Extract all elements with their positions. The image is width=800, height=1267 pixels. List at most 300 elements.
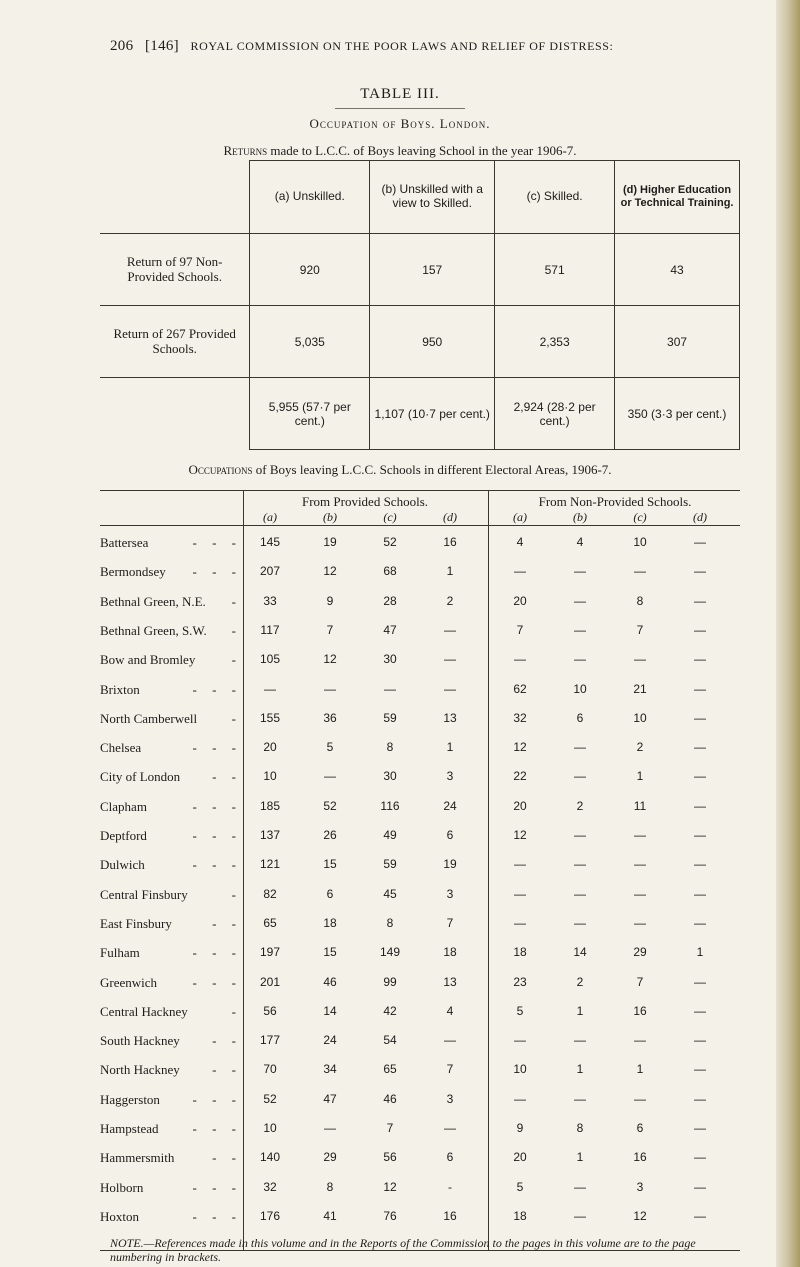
cell: 68 <box>383 564 397 579</box>
cell: — <box>694 1003 706 1018</box>
leader-dots: - - - <box>192 681 242 697</box>
cell: 571 <box>495 234 615 306</box>
cell: — <box>694 681 706 696</box>
cell: 10 <box>633 535 647 549</box>
cell: 7 <box>516 622 524 637</box>
area-label <box>100 682 250 698</box>
column-header: (c) Skilled. <box>495 161 615 234</box>
cell: 12 <box>323 652 337 667</box>
cell: 5,955 (57·7 per cent.) <box>250 378 370 450</box>
cell: — <box>694 652 706 667</box>
cell: — <box>634 564 646 579</box>
cell: 41 <box>323 1208 337 1223</box>
area-name: Fulham <box>100 945 140 961</box>
leader-dots: - <box>231 622 242 638</box>
cell: 2 <box>576 974 584 989</box>
cell: — <box>444 1121 456 1135</box>
cell: 43 <box>615 234 740 306</box>
cell: 59 <box>383 710 397 725</box>
area-label <box>100 740 250 756</box>
cell: 20 <box>513 798 527 813</box>
area-label <box>100 594 250 610</box>
sub-header: (a) <box>513 510 527 524</box>
area-name: North Camberwell <box>100 710 198 726</box>
cell: 16 <box>443 1208 457 1223</box>
cell: 176 <box>259 1208 281 1223</box>
leader-dots: - - - <box>192 828 242 843</box>
cell: — <box>634 915 646 930</box>
cell: 18 <box>513 945 527 960</box>
cell: — <box>694 740 706 755</box>
cell: 56 <box>263 1003 277 1018</box>
area-label <box>100 1004 250 1020</box>
sub-header: (a) <box>263 510 277 524</box>
cell: — <box>694 1062 706 1077</box>
cell: 10 <box>573 681 587 696</box>
cell: 29 <box>633 945 647 960</box>
occupations-table <box>100 490 740 1224</box>
area-label <box>100 1062 250 1078</box>
cell: 3 <box>446 886 454 901</box>
cell: 32 <box>513 710 527 725</box>
area-label <box>100 711 250 727</box>
table-subtitle: Occupation of Boys. London. <box>309 116 491 131</box>
cell: — <box>324 1121 336 1135</box>
area-name: Brixton <box>100 681 140 697</box>
leader-dots: - - - <box>192 535 242 550</box>
cell: — <box>694 886 706 901</box>
cell: 10 <box>263 769 277 784</box>
footnote: NOTE.—References made in this volume and in the Reports of the Commission to the pages in this volume are to the page numbering in brackets. <box>110 1236 696 1265</box>
cell: 20 <box>263 740 277 755</box>
cell: — <box>574 1208 586 1223</box>
group-header-non-provided: From Non-Provided Schools. <box>538 494 692 509</box>
area-label <box>100 945 250 961</box>
sub-header: (c) <box>633 510 647 524</box>
cell: — <box>694 857 706 872</box>
cell: 5,035 <box>250 306 370 378</box>
returns-table <box>100 160 740 450</box>
cell: 207 <box>259 564 281 579</box>
cell: — <box>574 622 586 637</box>
cell: 6 <box>576 710 584 725</box>
table-row <box>100 828 740 852</box>
table-row <box>100 234 740 306</box>
cell: 20 <box>513 1150 527 1165</box>
cell: — <box>574 1033 586 1048</box>
running-title: ROYAL COMMISSION ON THE POOR LAWS AND RELIEF OF DISTRESS: <box>190 39 614 53</box>
cell: 22 <box>513 769 527 784</box>
cell: — <box>444 652 456 667</box>
area-name: Clapham <box>100 798 147 814</box>
cell: 3 <box>636 1179 644 1194</box>
table-row <box>100 564 740 588</box>
cell: 24 <box>323 1033 337 1048</box>
area-label <box>100 1092 250 1108</box>
table-caption <box>0 143 800 159</box>
leader-dots: - <box>231 652 242 668</box>
cell: 1 <box>576 1003 584 1018</box>
area-name: Chelsea <box>100 740 142 756</box>
cell: 4 <box>516 535 524 549</box>
cell: — <box>574 1179 586 1194</box>
table-row <box>100 623 740 647</box>
cell: — <box>694 974 706 989</box>
cell: 201 <box>259 974 281 989</box>
cell: 105 <box>259 652 281 667</box>
cell: 9 <box>516 1121 524 1135</box>
cell: 3 <box>446 769 454 784</box>
cell: 82 <box>263 886 277 901</box>
leader-dots: - <box>231 593 242 609</box>
leader-dots: - - - <box>192 1121 242 1136</box>
cell: 33 <box>263 593 277 608</box>
leader-dots: - - <box>212 1150 242 1166</box>
table-row <box>100 1121 740 1145</box>
cell: — <box>514 564 526 579</box>
cell: 920 <box>250 234 370 306</box>
title-rule <box>335 108 465 109</box>
cell: 46 <box>323 974 337 989</box>
cell: 52 <box>263 1091 277 1106</box>
cell: 2,924 (28·2 per cent.) <box>495 378 615 450</box>
leader-dots: - <box>231 1003 242 1019</box>
table-row <box>100 975 740 999</box>
cell: 7 <box>636 974 644 989</box>
cell: 8 <box>576 1121 584 1135</box>
cell: — <box>634 1091 646 1106</box>
cell: 4 <box>446 1003 454 1018</box>
cell: 121 <box>259 857 281 872</box>
cell: 117 <box>260 622 280 637</box>
leader-dots: - - - <box>192 857 242 873</box>
table-row <box>100 916 740 940</box>
area-label <box>100 1150 250 1166</box>
leader-dots: - <box>231 710 242 726</box>
cell: 5 <box>516 1003 524 1018</box>
cell: — <box>574 857 586 872</box>
bracket-page-ref: [146] <box>144 38 179 54</box>
area-name: Holborn <box>100 1179 144 1195</box>
cell: 15 <box>323 945 337 960</box>
cell: 11 <box>633 798 647 813</box>
cell: — <box>324 681 336 696</box>
cell: 1,107 (10·7 per cent.) <box>370 378 495 450</box>
cell: — <box>574 886 586 901</box>
caption-lead: Occupations <box>188 462 253 477</box>
cell: 34 <box>323 1062 337 1077</box>
cell: — <box>634 886 646 901</box>
cell: 7 <box>386 1121 394 1135</box>
cell: 47 <box>323 1091 337 1106</box>
cell: 10 <box>263 1121 277 1135</box>
leader-dots: - - <box>212 769 242 785</box>
cell: 62 <box>513 681 527 696</box>
cell: 19 <box>323 535 337 549</box>
cell: — <box>634 652 646 667</box>
cell: 16 <box>633 1003 647 1018</box>
cell: 65 <box>383 1062 397 1077</box>
cell: — <box>444 622 456 637</box>
table-row <box>100 306 740 378</box>
cell: — <box>694 1179 706 1194</box>
cell: 12 <box>633 1208 647 1223</box>
sub-header: (d) <box>443 510 457 524</box>
area-label <box>100 1180 250 1196</box>
cell: — <box>574 564 586 579</box>
cell: — <box>634 1033 646 1048</box>
caption-rest: made to L.C.C. of Boys leaving School in the year 1906-7. <box>267 143 577 158</box>
cell: — <box>634 857 646 872</box>
cell: — <box>574 740 586 755</box>
area-label <box>100 1121 250 1137</box>
cell: 1 <box>696 945 704 960</box>
table-title: TABLE III. <box>360 86 440 102</box>
area-label <box>100 828 250 844</box>
area-label <box>100 857 250 873</box>
area-name: Hoxton <box>100 1208 139 1224</box>
area-label <box>100 769 250 785</box>
running-header <box>110 38 613 55</box>
cell: 10 <box>513 1062 527 1077</box>
cell: 2,353 <box>495 306 615 378</box>
area-label <box>100 975 250 991</box>
area-name: Central Hackney <box>100 1003 188 1019</box>
cell: 32 <box>263 1179 277 1194</box>
cell: 23 <box>513 974 527 989</box>
cell: 1 <box>636 769 644 784</box>
page-number: 206 <box>110 38 134 54</box>
cell: 52 <box>383 535 397 549</box>
cell: 21 <box>633 681 647 696</box>
cell: — <box>514 857 526 872</box>
leader-dots: - - - <box>192 740 242 756</box>
cell: — <box>514 886 526 901</box>
leader-dots: - - <box>212 1033 242 1049</box>
cell: 8 <box>636 593 644 608</box>
cell: 177 <box>259 1033 281 1048</box>
cell: — <box>514 652 526 667</box>
cell: — <box>694 798 706 813</box>
column-header: (b) Unskilled with a view to Skilled. <box>370 161 495 234</box>
cell: 99 <box>383 974 397 989</box>
cell: 9 <box>326 593 334 608</box>
cell: — <box>444 1033 456 1048</box>
table-top-rule <box>100 490 740 491</box>
cell: — <box>324 769 336 784</box>
cell: 6 <box>636 1121 644 1135</box>
leader-dots: - - <box>212 1062 242 1078</box>
table-row <box>100 769 740 793</box>
cell: 3 <box>446 1091 454 1106</box>
cell: — <box>694 1091 706 1106</box>
area-name: Central Finsbury <box>100 886 188 902</box>
cell: 76 <box>383 1208 397 1223</box>
table-row <box>100 1004 740 1028</box>
table-row <box>100 535 740 559</box>
group-header-provided: From Provided Schools. <box>301 494 429 509</box>
cell: 307 <box>615 306 740 378</box>
cell: — <box>514 1091 526 1106</box>
cell: 2 <box>446 593 454 608</box>
cell: — <box>694 1033 706 1048</box>
cell: 12 <box>323 564 337 579</box>
cell: 10 <box>633 710 647 725</box>
sub-header: (b) <box>323 510 337 524</box>
table-row <box>100 857 740 881</box>
cell: 30 <box>383 769 397 784</box>
cell: 350 (3·3 per cent.) <box>615 378 740 450</box>
area-name: Bermondsey <box>100 564 166 580</box>
cell: — <box>694 710 706 725</box>
cell: 42 <box>383 1003 397 1018</box>
table-row <box>100 1180 740 1204</box>
cell: 6 <box>446 1150 454 1165</box>
cell: 6 <box>446 828 454 842</box>
cell: 19 <box>443 857 457 872</box>
totals-row <box>100 378 740 450</box>
area-name: Bethnal Green, S.W. <box>100 622 207 638</box>
cell: 47 <box>383 622 397 637</box>
leader-dots: - - - <box>192 945 242 961</box>
area-label <box>100 799 250 815</box>
cell: 137 <box>259 828 281 842</box>
cell: 24 <box>443 798 457 813</box>
corner-cell <box>100 161 250 234</box>
table-row <box>100 594 740 618</box>
leader-dots: - <box>231 886 242 902</box>
table-row <box>100 1062 740 1086</box>
cell: 36 <box>323 710 337 725</box>
area-name: Bow and Bromley <box>100 652 196 668</box>
cell: 7 <box>326 622 334 637</box>
cell: 2 <box>576 798 584 813</box>
cell: — <box>694 1150 706 1165</box>
cell: — <box>694 915 706 930</box>
cell: 54 <box>383 1033 397 1048</box>
leader-dots: - - <box>212 915 242 931</box>
cell: 8 <box>386 915 394 930</box>
area-name: Hammersmith <box>100 1150 175 1166</box>
cell: — <box>574 769 586 784</box>
table-row <box>100 1209 740 1233</box>
cell: 16 <box>443 535 457 549</box>
sub-header: (b) <box>573 510 587 524</box>
cell: 6 <box>326 886 334 901</box>
area-label <box>100 652 250 668</box>
area-label <box>100 564 250 580</box>
cell: — <box>384 681 396 696</box>
table-row <box>100 711 740 735</box>
cell: 28 <box>383 593 397 608</box>
cell: 52 <box>323 798 337 813</box>
table-row <box>100 1092 740 1116</box>
cell: 8 <box>386 740 394 755</box>
area-name: Greenwich <box>100 974 158 990</box>
cell: 18 <box>513 1208 527 1223</box>
cell: 155 <box>259 710 281 725</box>
area-label <box>100 623 250 639</box>
cell: 16 <box>633 1150 647 1165</box>
area-name: Hampstead <box>100 1121 159 1136</box>
cell: 29 <box>323 1150 337 1165</box>
cell: 5 <box>326 740 334 755</box>
cell: 116 <box>380 798 400 813</box>
cell: — <box>694 1208 706 1223</box>
area-name: North Hackney <box>100 1062 180 1078</box>
caption-lead: Returns <box>223 143 268 158</box>
cell: 140 <box>259 1150 281 1165</box>
area-name: Battersea <box>100 535 149 550</box>
cell: 13 <box>443 974 457 989</box>
table-row <box>100 887 740 911</box>
sub-header: (d) <box>693 510 707 524</box>
area-label <box>100 887 250 903</box>
cell: 1 <box>446 740 454 755</box>
cell: 157 <box>370 234 495 306</box>
cell: 145 <box>259 535 281 549</box>
cell: — <box>444 681 456 696</box>
cell: — <box>514 915 526 930</box>
cell: 45 <box>383 886 397 901</box>
row-label: Return of 97 Non-Provided Schools. <box>100 234 250 306</box>
cell: 49 <box>383 828 397 842</box>
leader-dots: - - - <box>192 1179 242 1195</box>
cell: 26 <box>323 828 337 842</box>
table-row <box>100 740 740 764</box>
table-row <box>100 945 740 969</box>
cell: — <box>694 535 706 549</box>
cell: 59 <box>383 857 397 872</box>
cell: — <box>634 828 646 842</box>
cell: — <box>264 681 276 696</box>
cell: 18 <box>443 945 457 960</box>
area-label <box>100 1209 250 1225</box>
cell: 149 <box>379 945 401 960</box>
cell: — <box>694 564 706 579</box>
cell: 5 <box>516 1179 524 1194</box>
row-label: Return of 267 Provided Schools. <box>100 306 250 378</box>
cell: 56 <box>383 1150 397 1165</box>
caption-rest: of Boys leaving L.C.C. Schools in different Electoral Areas, 1906-7. <box>252 462 612 477</box>
area-name: Haggerston <box>100 1091 160 1107</box>
table-row <box>100 1150 740 1174</box>
cell: 14 <box>573 945 587 960</box>
cell: 7 <box>446 915 454 930</box>
header-rule <box>100 525 740 526</box>
cell: — <box>574 828 586 842</box>
cell: 1 <box>576 1150 584 1165</box>
cell: 7 <box>446 1062 454 1077</box>
area-label <box>100 535 250 551</box>
cell: — <box>574 915 586 930</box>
cell: — <box>694 593 706 608</box>
cell: — <box>514 1033 526 1048</box>
area-name: South Hackney <box>100 1033 180 1049</box>
cell: — <box>694 1121 706 1135</box>
area-name: East Finsbury <box>100 915 172 931</box>
table-row <box>100 652 740 676</box>
cell: 30 <box>383 652 397 667</box>
leader-dots: - - - <box>192 974 242 990</box>
cell: 13 <box>443 710 457 725</box>
cell: 950 <box>370 306 495 378</box>
page-edge <box>776 0 800 1267</box>
table-row <box>100 682 740 706</box>
cell: — <box>574 652 586 667</box>
cell: 65 <box>263 915 277 930</box>
area-name: Deptford <box>100 828 147 843</box>
